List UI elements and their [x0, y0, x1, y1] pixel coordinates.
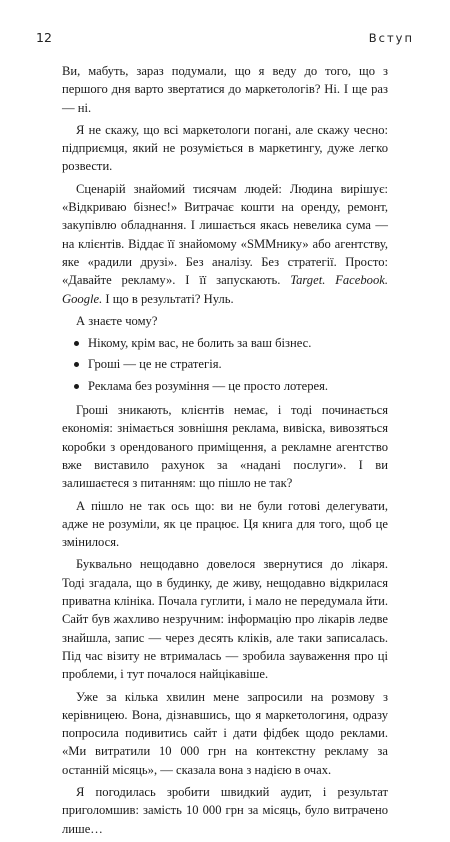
bullet-icon — [74, 384, 79, 389]
paragraph: Я не скажу, що всі маркетологи погані, але скажу чесно: підприємця, який не розуміється в маркетингу, дуже легко розвести. — [62, 122, 388, 174]
list-item — [62, 377, 388, 395]
italic-platforms: Target. Facebook. Google. — [62, 273, 388, 306]
list-item-text: Нікому, крім вас, не болить за ваш бізнес. — [88, 336, 312, 351]
paragraph: Уже за кілька хвилин мене запросили на розмову з керівницею. Вона, дізнавшись, що я маркетологиня, одразу попросила подивитись сайт і дати фідбек щодо реклами. «Ми витратили 10 000 грн на контекстну рекламу за останній місяць», — сказала вона з надією в очах. — [62, 689, 388, 777]
list-item-text: Гроші — це не стратегія. — [88, 357, 222, 372]
bullet-list — [62, 334, 388, 395]
list-item — [62, 355, 388, 373]
paragraph: Гроші зникають, клієнтів немає, і тоді починається економія: знімається зовнішня реклама, вивіска, вивозяться коробки з орендованого приміщення, а рекламне агентство вже виставило рахунок за «надані послуги». І ви залишаєтеся з питанням: що пішло не так? — [62, 403, 388, 491]
paragraph: А пішло не так ось що: ви не були готові делегувати, адже не розуміли, як це працює. Ця книга для того, щоб це змінилося. — [62, 498, 388, 550]
bullet-icon — [74, 362, 79, 367]
bullet-icon — [74, 341, 79, 346]
paragraph: Я погодилась зробити швидкий аудит, і результат приголомшив: замість 10 000 грн за місяць, було витрачено лише… — [62, 784, 388, 836]
paragraph: А знаєте чому? — [76, 313, 158, 328]
running-header — [36, 30, 414, 45]
paragraph: Буквально нещодавно довелося звернутися до лікаря. Тоді згадала, що в будинку, де живу, нещодавно відкрилася приватна клініка. Почала гуглити, і мало не передумала йти. Сайт був жахливо незручним: інформацію про лікарів ледве знайшла, запис — через десять кліків, але таки записалась. Під час візиту не втрималась — зробила зауваження про ці проблеми, і тут почалося найцікавіше. — [62, 557, 388, 682]
section-title: Вступ — [368, 31, 414, 45]
list-item — [62, 334, 388, 352]
paragraph — [62, 180, 388, 308]
paragraph-text: Сценарій знайомий тисячам людей: Людина вирішує: «Відкриваю бізнес!» Витрачає кошти на оренду, ремонт, закупівлю обладнання. І лишається якась невелика сума — на клієнтів. Віддає її знайомому «SMMнику» або агентству, яке «радили друзі». Без аналізу. Без стратегії. Просто: «Давайте рекламу». І її запускають. — [62, 181, 388, 288]
body-text — [62, 62, 388, 842]
page-number: 12 — [36, 30, 52, 45]
list-item-text: Реклама без розуміння — це просто лотерея. — [88, 378, 329, 393]
paragraph: Ви, мабуть, зараз подумали, що я веду до того, що з першого дня варто звертатися до маркетологів? Ні. І ще раз — ні. — [62, 64, 388, 115]
paragraph-text: І що в результаті? Нуль. — [105, 291, 234, 306]
